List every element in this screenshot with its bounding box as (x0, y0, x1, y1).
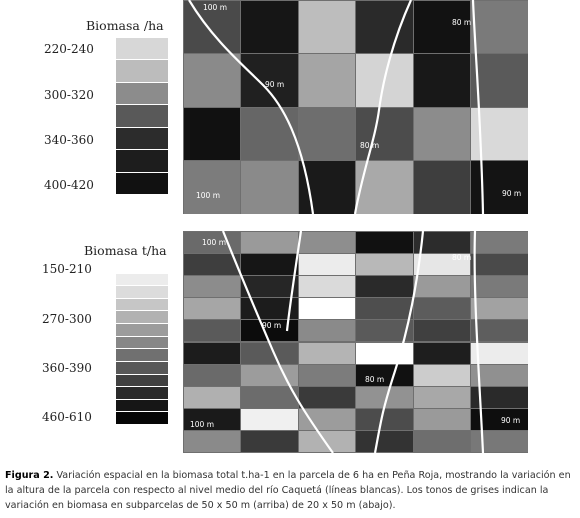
top-legend-label-4: 400-420 (44, 178, 94, 192)
top-contour-label-4: 80 m (360, 141, 380, 150)
legend-swatch (116, 274, 168, 286)
legend-swatch (116, 173, 168, 194)
bottom-contour-lines (183, 231, 528, 453)
bottom-legend-label-3: 360-390 (42, 361, 92, 375)
legend-swatch (116, 324, 168, 336)
bottom-contour-label-4: 80 m (365, 375, 385, 384)
legend-swatch (116, 400, 168, 412)
bottom-contour-label-6: 90 m (501, 416, 521, 425)
legend-swatch (116, 311, 168, 323)
legend-swatch (116, 299, 168, 311)
top-contour-label-3: 90 m (265, 80, 285, 89)
legend-swatch (116, 83, 168, 104)
top-legend-label-3: 340-360 (44, 133, 94, 147)
top-contour-label-1: 100 m (203, 3, 228, 12)
top-contour-label-6: 90 m (502, 189, 522, 198)
legend-swatch (116, 105, 168, 126)
legend-swatch (116, 150, 168, 171)
legend-swatch (116, 387, 168, 399)
legend-swatch (116, 286, 168, 298)
legend-swatch (116, 261, 168, 273)
bottom-contour-label-2: 80 m (452, 253, 472, 262)
legend-swatch (116, 412, 168, 424)
caption-label: Figura 2. (5, 470, 54, 481)
legend-swatch (116, 128, 168, 149)
figure-caption (5, 468, 577, 513)
bottom-legend-label-4: 460-610 (42, 410, 92, 424)
bottom-contour-label-5: 100 m (190, 420, 215, 429)
top-contour-lines (183, 0, 528, 214)
bottom-legend-label-1: 150-210 (42, 262, 92, 276)
bottom-legend-swatches (116, 261, 168, 425)
bottom-legend-title: Biomasa t/ha (84, 243, 167, 258)
legend-swatch (116, 375, 168, 387)
top-legend-label-2: 300-320 (44, 88, 94, 102)
bottom-legend-label-2: 270-300 (42, 312, 92, 326)
top-legend-label-1: 220-240 (44, 42, 94, 56)
legend-swatch (116, 349, 168, 361)
top-legend-swatches (116, 38, 168, 195)
top-legend-title: Biomasa /ha (86, 18, 164, 33)
legend-swatch (116, 362, 168, 374)
caption-text: Variación espacial en la biomasa total t.ha-1 en la parcela de 6 ha en Peña Roja, mostrando la variación en la altura de la parcela con respecto al nivel medio del río Caquetá (líneas blancas). Los tonos de grises indican la variación en biomasa en subparcelas de 50 x 50 m (arriba) de 20 x 50 m (abajo). (5, 470, 571, 511)
legend-swatch (116, 60, 168, 81)
bottom-contour-label-1: 100 m (202, 238, 227, 247)
legend-swatch (116, 337, 168, 349)
top-contour-label-2: 80 m (452, 18, 472, 27)
bottom-contour-label-3: 90 m (262, 321, 282, 330)
legend-swatch (116, 38, 168, 59)
top-contour-label-5: 100 m (196, 191, 221, 200)
